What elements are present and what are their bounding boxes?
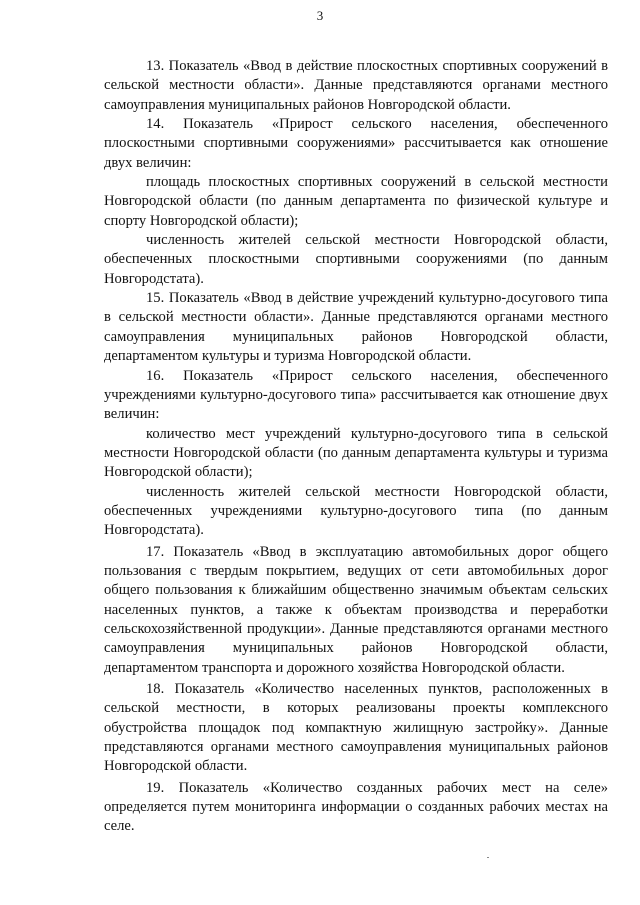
paragraph-19: 19. Показатель «Количество созданных рабочих мест на селе» определяется путем мониторинга информации о созданных рабочих местах на селе. (104, 779, 608, 835)
paragraph-15: 15. Показатель «Ввод в действие учреждений культурно-досугового типа в сельской местности области». Данные представляются органами местного самоуправления муниципальных районов Новгородской области, департаментом культуры и туризма Новгородской области. (104, 290, 608, 365)
paragraph-13: 13. Показатель «Ввод в действие плоскостных спортивных сооружений в сельской местности области». Данные представляются органами местного самоуправления муниципальных районов Новгородской области. (104, 58, 608, 113)
document-body (104, 57, 608, 837)
paragraph-16-value-2: численность жителей сельской местности Новгородской области, обеспеченных учреждениями культурно-досугового типа (по данным Новгородстата). (104, 483, 608, 539)
paragraph-14: 14. Показатель «Прирост сельского населения, обеспеченного плоскостными спортивными сооружениями» рассчитывается как отношение двух величин: (104, 116, 608, 171)
paragraph-14-value-2: численность жителей сельской местности Новгородской области, обеспеченных плоскостными спортивными сооружениями (по данным Новгородстата). (104, 232, 608, 287)
paragraph-18: 18. Показатель «Количество населенных пунктов, расположенных в сельской местности, в которых реализованы проекты комплексного обустройства площадок под компактную жилищную застройку». Данные представляются органами местного самоуправления муниципальных районов Новгородской области. (104, 681, 608, 775)
paragraph-16: 16. Показатель «Прирост сельского населения, обеспеченного учреждениями культурно-досугового типа» рассчитывается как отношение двух величин: (104, 367, 608, 423)
scan-speck (487, 857, 489, 858)
paragraph-16-value-1: количество мест учреждений культурно-досугового типа в сельской местности Новгородской области (по данным департамента культуры и туризма Новгородской области); (104, 425, 608, 481)
page-number: 3 (316, 8, 324, 23)
paragraph-17: 17. Показатель «Ввод в эксплуатацию автомобильных дорог общего пользования с твердым покрытием, ведущих от сети автомобильных дорог общего пользования к ближайшим общественно значимым объектам сельских населенных пунктов, а также к объектам производства и переработки сельскохозяйственной продукции». Данные представляются органами местного самоуправления муниципальных районов Новгородской области, департаментом транспорта и дорожного хозяйства Новгородской области. (104, 543, 608, 676)
paragraph-14-value-1: площадь плоскостных спортивных сооружений в сельской местности Новгородской области (по данным департамента по физической культуре и спорту Новгородской области); (104, 174, 608, 229)
